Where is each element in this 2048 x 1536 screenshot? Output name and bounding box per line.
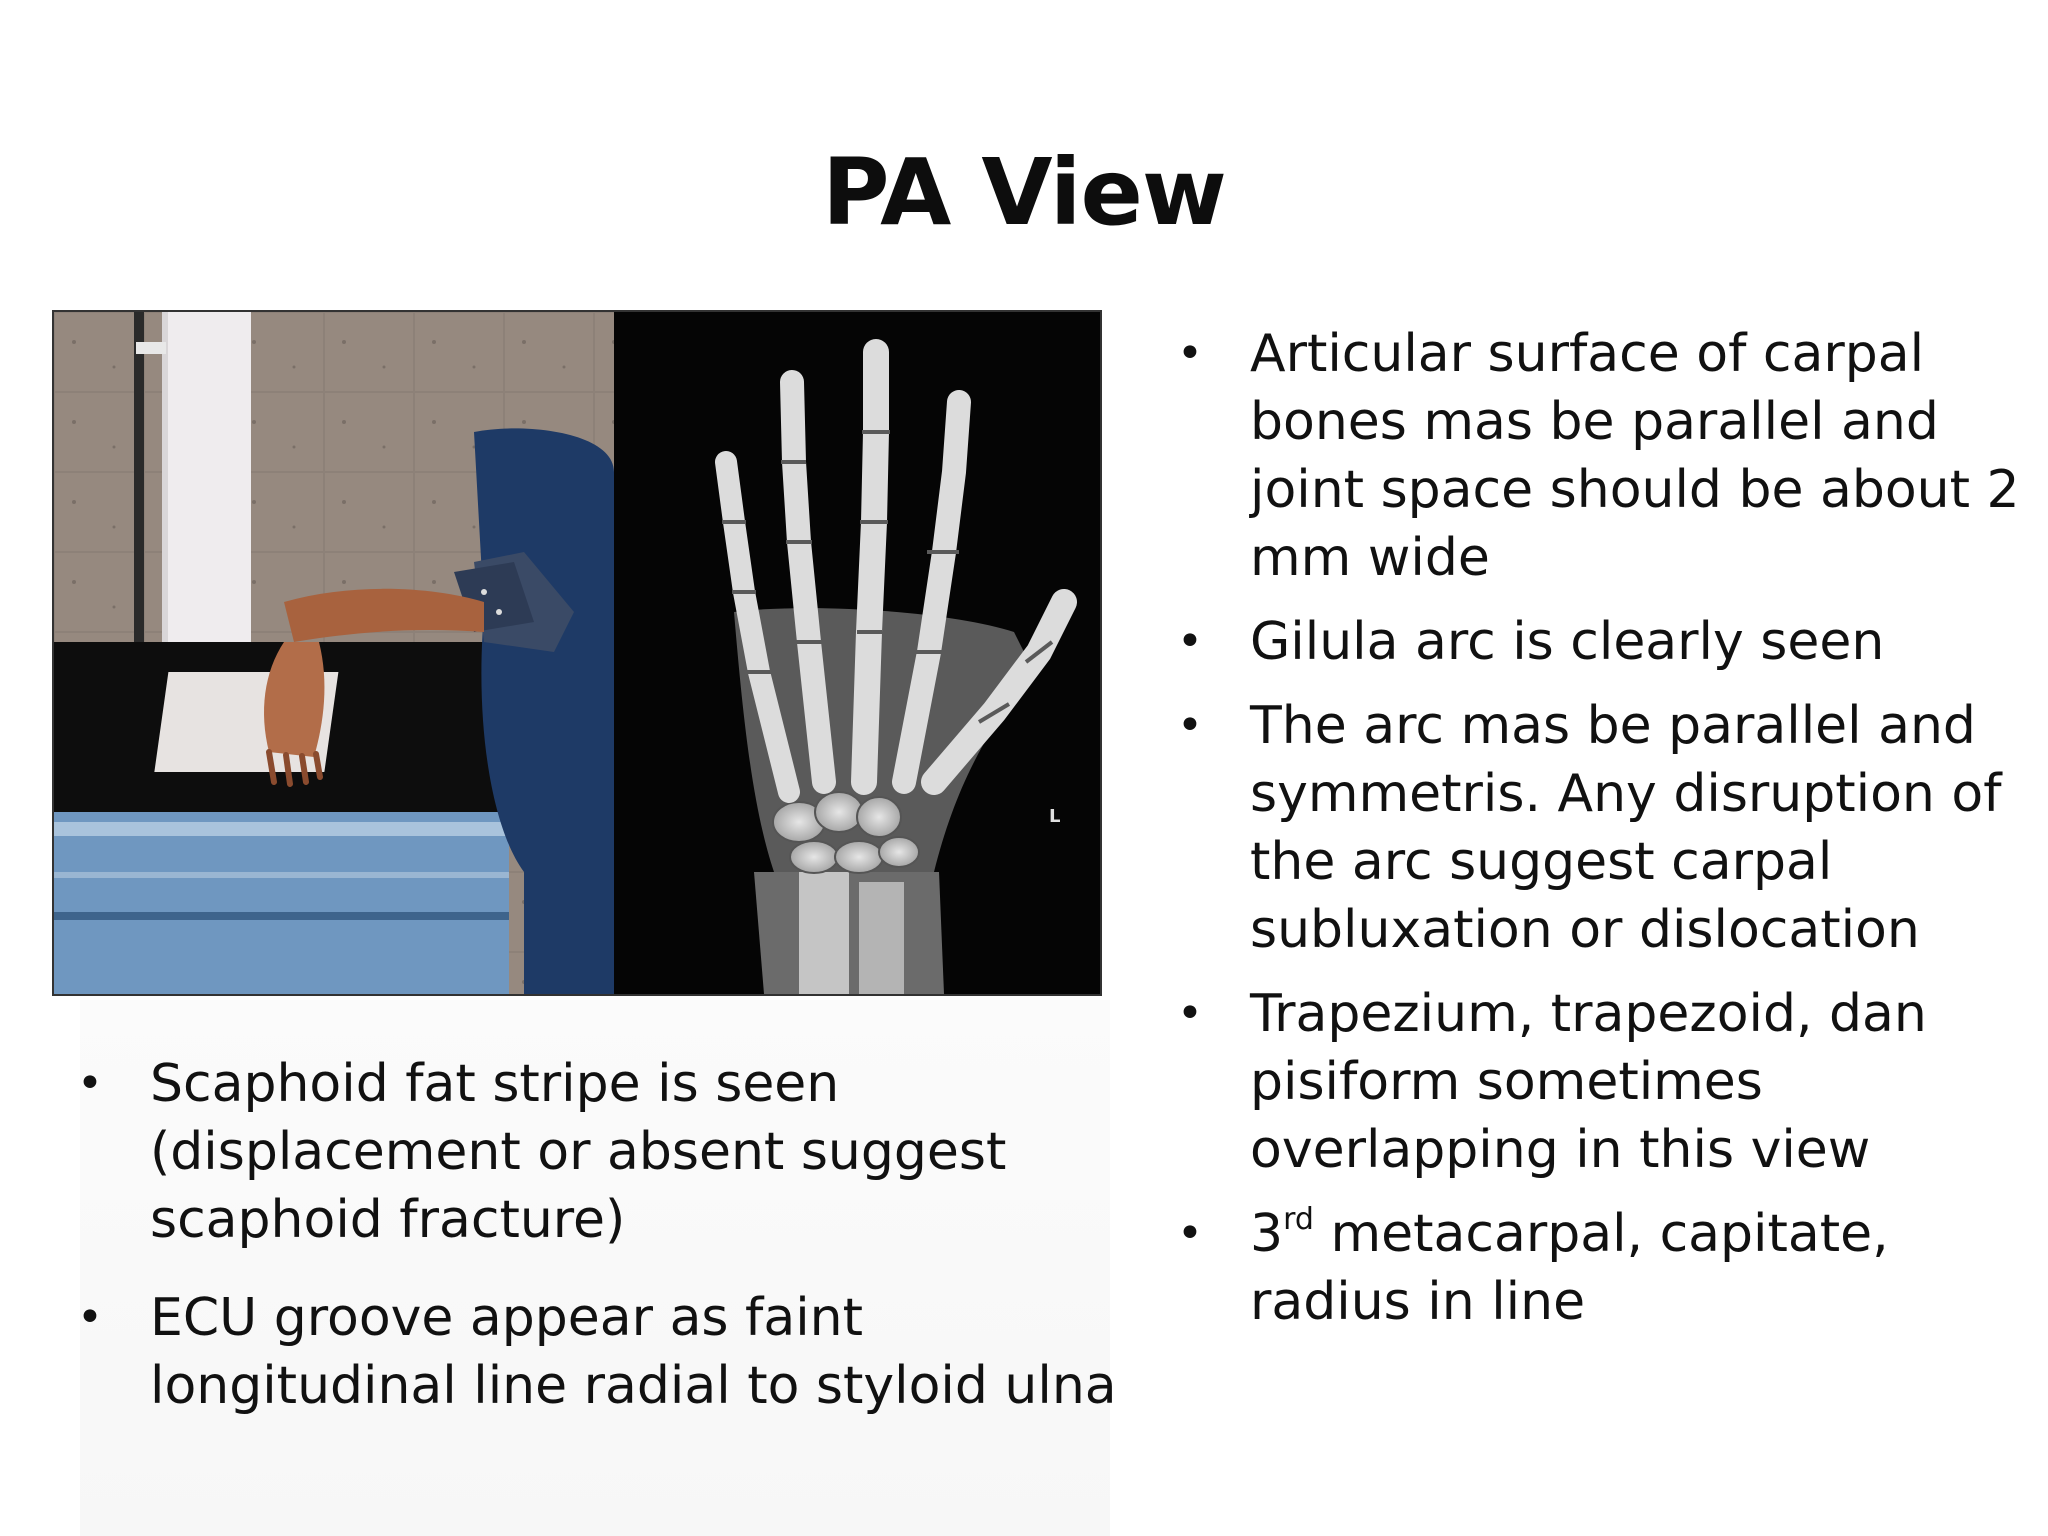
bullet-text-rest: metacarpal, capitate, radius in line — [1250, 1204, 1889, 1332]
positioning-and-xray-image — [54, 312, 1100, 994]
bullet-icon: • — [77, 1058, 103, 1109]
list-item — [70, 1050, 1130, 1254]
bullet-text: Scaphoid fat stripe is seen (displacement or absent suggest scaphoid fracture) — [150, 1054, 1007, 1250]
bullet-icon: • — [1177, 328, 1203, 379]
list-item — [1170, 608, 2020, 676]
list-item — [1170, 320, 2020, 592]
right-bullet-list — [1170, 320, 2020, 1352]
bullet-icon: • — [77, 1292, 103, 1343]
pa-view-figure — [52, 310, 1102, 996]
list-item — [1170, 692, 2020, 964]
hand-xray — [614, 312, 1100, 994]
bullet-text — [1250, 1204, 1889, 1332]
list-item — [70, 1284, 1130, 1420]
left-bullet-list — [70, 1050, 1130, 1450]
bullet-icon: • — [1177, 1208, 1203, 1259]
bullet-icon: • — [1177, 616, 1203, 667]
bullet-icon: • — [1177, 988, 1203, 1039]
bullet-text: Gilula arc is clearly seen — [1250, 612, 1885, 672]
bullet-text: The arc mas be parallel and symmetris. Any disruption of the arc suggest carpal subluxation or dislocation — [1250, 696, 2002, 960]
bullet-icon: • — [1177, 700, 1203, 751]
xray-side-marker: L — [1049, 806, 1061, 827]
bullet-text: Articular surface of carpal bones mas be parallel and joint space should be about 2 mm wide — [1250, 324, 2020, 588]
positioning-photo — [54, 312, 614, 994]
bullet-text: ECU groove appear as faint longitudinal line radial to styloid ulna — [150, 1288, 1117, 1416]
list-item — [1170, 980, 2020, 1184]
slide-title: PA View — [822, 139, 1226, 246]
ordinal-number: 3 — [1250, 1204, 1284, 1264]
list-item — [1170, 1200, 2020, 1336]
ordinal-suffix: rd — [1283, 1202, 1314, 1237]
bullet-text: Trapezium, trapezoid, dan pisiform sometimes overlapping in this view — [1250, 984, 1927, 1180]
